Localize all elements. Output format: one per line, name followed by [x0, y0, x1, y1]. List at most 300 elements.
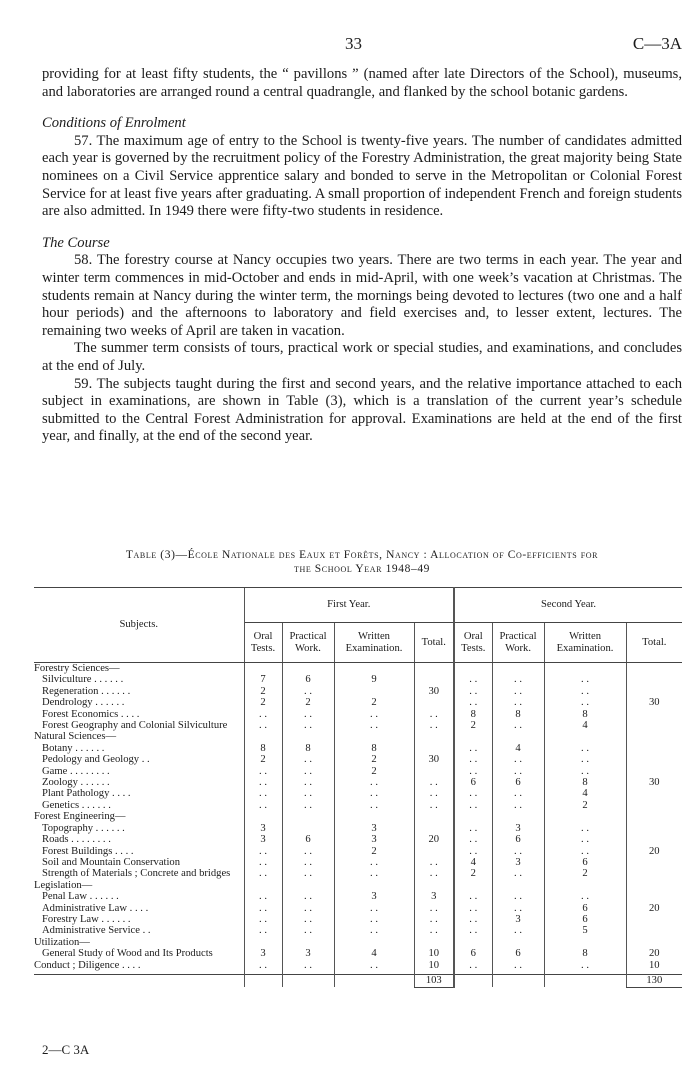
value-cell: . .: [334, 857, 414, 868]
value-cell: . .: [334, 914, 414, 925]
value-cell: 9: [334, 674, 414, 685]
subject-cell: Forestry Sciences—: [34, 663, 120, 674]
section-heading-course: The Course: [42, 234, 110, 251]
paragraph-59: 59. The subjects taught during the first and second years, and the relative importance attached to each subject in examinations, are shown in Table (3), which is a translation of the current year’s schedule submitted to the Central Forest Administration for approval. Examinations are held at the end of the first year, and finally, at the end of the second year.: [42, 375, 682, 445]
value-cell: . .: [454, 788, 492, 799]
value-cell: 4: [544, 788, 626, 799]
value-cell: 2: [334, 766, 414, 777]
value-cell: 3: [334, 891, 414, 902]
value-cell: 6: [492, 777, 544, 788]
value-cell: 8: [544, 709, 626, 720]
value-cell: 20: [626, 903, 682, 914]
value-cell: . .: [544, 960, 626, 971]
table-row: [34, 925, 682, 936]
value-cell: 4: [454, 857, 492, 868]
coefficient-table: [34, 587, 682, 988]
value-cell: 8: [492, 709, 544, 720]
value-cell: [544, 880, 626, 891]
table-row: [34, 811, 682, 822]
paragraph-58: 58. The forestry course at Nancy occupies two years. There are two terms in each year. The year and winter term commences in mid-October and ends in mid-April, with one week’s vacation at Christmas. The students remain at Nancy during the winter term, the mornings being devoted to lectures (two one and a half hour periods) and the afternoons to laboratory and field exercises and, to lesser extent, lectures. The remaining two weeks of April are taken in vacation.: [42, 252, 682, 339]
value-cell: 10: [414, 960, 454, 971]
col-oral-1: Oral Tests.: [244, 623, 282, 663]
value-cell: [626, 800, 682, 811]
value-cell: [626, 868, 682, 879]
value-cell: 8: [454, 709, 492, 720]
value-cell: 8: [544, 948, 626, 959]
value-cell: [626, 811, 682, 822]
value-cell: . .: [414, 925, 454, 936]
value-cell: [414, 811, 454, 822]
value-cell: 2: [454, 720, 492, 731]
value-cell: [626, 731, 682, 742]
table-row: [34, 960, 682, 971]
value-cell: . .: [334, 800, 414, 811]
value-cell: . .: [492, 720, 544, 731]
value-cell: 6: [544, 857, 626, 868]
value-cell: . .: [454, 743, 492, 754]
subject-cell: General Study of Wood and Its Products: [42, 948, 213, 960]
value-cell: . .: [454, 800, 492, 811]
value-cell: . .: [334, 720, 414, 731]
table-row: [34, 914, 682, 925]
value-cell: . .: [454, 846, 492, 857]
value-cell: 3: [334, 834, 414, 845]
value-cell: [282, 823, 334, 834]
value-cell: . .: [244, 960, 282, 971]
value-cell: [626, 857, 682, 868]
subject-cell: Genetics . . . . . .: [42, 799, 111, 811]
subject-cell: Roads . . . . . . . .: [42, 834, 111, 846]
value-cell: . .: [282, 846, 334, 857]
subject-cell: Strength of Materials ; Concrete and bridges: [42, 868, 231, 880]
value-cell: . .: [454, 766, 492, 777]
value-cell: . .: [244, 914, 282, 925]
intro-paragraph: providing for at least fifty students, the “ pavillons ” (named after late Directors of the School), museums, and laboratories are arranged round a central quadrangle, and flanked by the school botanic gardens.: [42, 66, 682, 100]
col-total-1: Total.: [414, 623, 454, 663]
value-cell: 6: [454, 948, 492, 959]
value-cell: . .: [282, 777, 334, 788]
value-cell: 30: [414, 754, 454, 765]
value-cell: [414, 823, 454, 834]
value-cell: . .: [244, 720, 282, 731]
value-cell: [244, 731, 282, 742]
subject-cell: Forestry Law . . . . . .: [42, 913, 131, 925]
value-cell: 20: [626, 846, 682, 857]
value-cell: 3: [244, 823, 282, 834]
value-cell: . .: [414, 857, 454, 868]
value-cell: . .: [492, 960, 544, 971]
value-cell: . .: [244, 788, 282, 799]
value-cell: 10: [626, 960, 682, 971]
subject-cell: Silviculture . . . . . .: [42, 674, 124, 686]
value-cell: . .: [544, 766, 626, 777]
value-cell: 8: [544, 777, 626, 788]
value-cell: [626, 891, 682, 902]
subject-cell: Zoology . . . . . .: [42, 777, 110, 789]
value-cell: . .: [454, 834, 492, 845]
value-cell: 3: [492, 914, 544, 925]
value-cell: . .: [454, 914, 492, 925]
value-cell: . .: [492, 766, 544, 777]
subject-cell: Game . . . . . . . .: [42, 765, 110, 777]
value-cell: 3: [334, 823, 414, 834]
table-row: [34, 720, 682, 731]
col-written-2: Written Examination.: [544, 623, 626, 663]
subject-cell: Legislation—: [34, 879, 93, 891]
value-cell: . .: [414, 788, 454, 799]
table-row: [34, 891, 682, 902]
value-cell: 6: [492, 834, 544, 845]
value-cell: . .: [334, 868, 414, 879]
value-cell: 7: [244, 674, 282, 685]
value-cell: [334, 731, 414, 742]
value-cell: [454, 880, 492, 891]
value-cell: [414, 663, 454, 675]
value-cell: . .: [244, 766, 282, 777]
table-row: [34, 697, 682, 708]
value-cell: . .: [454, 925, 492, 936]
subject-cell: Soil and Mountain Conservation: [42, 856, 181, 868]
value-cell: . .: [244, 925, 282, 936]
value-cell: . .: [244, 891, 282, 902]
col-total-2: Total.: [626, 623, 682, 663]
subject-cell: Dendrology . . . . . .: [42, 697, 125, 709]
subjects-header: Subjects.: [34, 588, 244, 663]
value-cell: . .: [244, 777, 282, 788]
value-cell: . .: [492, 868, 544, 879]
value-cell: . .: [492, 697, 544, 708]
value-cell: . .: [544, 674, 626, 685]
table-row: [34, 903, 682, 914]
col-written-1: Written Examination.: [334, 623, 414, 663]
value-cell: 2: [544, 868, 626, 879]
table-row: [34, 731, 682, 742]
value-cell: 6: [454, 777, 492, 788]
value-cell: [492, 937, 544, 948]
value-cell: . .: [492, 903, 544, 914]
value-cell: . .: [282, 903, 334, 914]
value-cell: . .: [244, 903, 282, 914]
subject-cell: Regeneration . . . . . .: [42, 685, 131, 697]
table-caption-line-1: Table (3)—École Nationale des Eaux et Forêts, Nancy : Allocation of Co-efficients for: [125, 549, 599, 561]
value-cell: [414, 743, 454, 754]
value-cell: . .: [282, 868, 334, 879]
table-row: [34, 823, 682, 834]
table-caption: [42, 548, 682, 576]
value-cell: 8: [334, 743, 414, 754]
value-cell: . .: [414, 720, 454, 731]
value-cell: . .: [454, 674, 492, 685]
value-cell: . .: [244, 868, 282, 879]
value-cell: [282, 663, 334, 675]
value-cell: . .: [334, 925, 414, 936]
subject-cell: Administrative Law . . . .: [42, 902, 149, 914]
value-cell: . .: [244, 709, 282, 720]
value-cell: 2: [244, 697, 282, 708]
value-cell: [334, 937, 414, 948]
value-cell: . .: [244, 846, 282, 857]
value-cell: [626, 663, 682, 675]
value-cell: . .: [544, 697, 626, 708]
value-cell: . .: [454, 903, 492, 914]
value-cell: [626, 743, 682, 754]
value-cell: 20: [414, 834, 454, 845]
page-header: [0, 34, 700, 56]
value-cell: 8: [282, 743, 334, 754]
value-cell: . .: [492, 925, 544, 936]
value-cell: . .: [454, 891, 492, 902]
value-cell: . .: [334, 777, 414, 788]
value-cell: [334, 880, 414, 891]
value-cell: . .: [282, 857, 334, 868]
value-cell: [282, 880, 334, 891]
value-cell: . .: [282, 754, 334, 765]
page-footer: 2—C 3A: [42, 1042, 90, 1057]
value-cell: [334, 811, 414, 822]
value-cell: 6: [492, 948, 544, 959]
value-cell: . .: [414, 709, 454, 720]
value-cell: [282, 937, 334, 948]
value-cell: 20: [626, 948, 682, 959]
value-cell: . .: [492, 686, 544, 697]
table-row: [34, 948, 682, 959]
value-cell: [454, 731, 492, 742]
value-cell: 6: [544, 903, 626, 914]
value-cell: . .: [282, 925, 334, 936]
value-cell: [414, 697, 454, 708]
subject-cell: Topography . . . . . .: [42, 822, 125, 834]
subject-cell: Botany . . . . . .: [42, 742, 105, 754]
value-cell: 4: [544, 720, 626, 731]
table-row: [34, 754, 682, 765]
value-cell: . .: [334, 903, 414, 914]
value-cell: . .: [492, 754, 544, 765]
value-cell: 3: [414, 891, 454, 902]
value-cell: [626, 686, 682, 697]
value-cell: . .: [544, 754, 626, 765]
value-cell: . .: [492, 800, 544, 811]
value-cell: [414, 731, 454, 742]
table-row: [34, 709, 682, 720]
value-cell: [282, 811, 334, 822]
value-cell: . .: [282, 720, 334, 731]
value-cell: . .: [492, 846, 544, 857]
second-year-header: Second Year.: [454, 588, 682, 623]
value-cell: [454, 663, 492, 675]
value-cell: . .: [454, 823, 492, 834]
value-cell: 2: [244, 686, 282, 697]
value-cell: . .: [544, 891, 626, 902]
table-row: [34, 800, 682, 811]
value-cell: . .: [454, 697, 492, 708]
value-cell: [626, 937, 682, 948]
value-cell: [626, 709, 682, 720]
value-cell: [626, 914, 682, 925]
table-row: [34, 868, 682, 879]
value-cell: . .: [282, 800, 334, 811]
col-oral-2: Oral Tests.: [454, 623, 492, 663]
value-cell: [454, 811, 492, 822]
value-cell: [414, 766, 454, 777]
value-cell: 6: [282, 834, 334, 845]
value-cell: [492, 731, 544, 742]
col-practical-1: Practical Work.: [282, 623, 334, 663]
value-cell: [414, 880, 454, 891]
table-row: [34, 937, 682, 948]
value-cell: . .: [544, 823, 626, 834]
value-cell: . .: [454, 960, 492, 971]
subject-cell: Forest Geography and Colonial Silviculture: [42, 720, 228, 732]
value-cell: . .: [282, 766, 334, 777]
value-cell: [414, 674, 454, 685]
value-cell: [626, 674, 682, 685]
subject-cell: Natural Sciences—: [34, 731, 117, 743]
value-cell: [282, 731, 334, 742]
subject-cell: Conduct ; Diligence . . . .: [34, 959, 141, 971]
value-cell: [334, 663, 414, 675]
value-cell: . .: [334, 788, 414, 799]
value-cell: . .: [544, 686, 626, 697]
grand-total-second-year: 130: [626, 975, 682, 987]
subject-cell: Utilization—: [34, 936, 90, 948]
subject-cell: Penal Law . . . . . .: [42, 891, 119, 903]
document-reference: C—3A: [632, 34, 682, 53]
value-cell: . .: [454, 686, 492, 697]
table-row: [34, 857, 682, 868]
value-cell: 8: [244, 743, 282, 754]
table-row: [34, 674, 682, 685]
value-cell: [626, 823, 682, 834]
value-cell: . .: [414, 914, 454, 925]
table-row: [34, 663, 682, 675]
value-cell: 3: [492, 823, 544, 834]
value-cell: 2: [244, 754, 282, 765]
value-cell: 2: [282, 697, 334, 708]
subject-cell: Forest Economics . . . .: [42, 708, 140, 720]
value-cell: [626, 766, 682, 777]
value-cell: . .: [244, 800, 282, 811]
value-cell: 6: [282, 674, 334, 685]
value-cell: [244, 663, 282, 675]
value-cell: . .: [414, 777, 454, 788]
value-cell: [244, 937, 282, 948]
value-cell: [244, 880, 282, 891]
value-cell: 30: [626, 697, 682, 708]
value-cell: [334, 686, 414, 697]
value-cell: 2: [334, 697, 414, 708]
value-cell: 3: [282, 948, 334, 959]
table-caption-line-2: the School Year 1948–49: [293, 563, 431, 575]
value-cell: [544, 731, 626, 742]
value-cell: [626, 880, 682, 891]
value-cell: . .: [282, 709, 334, 720]
value-cell: 5: [544, 925, 626, 936]
value-cell: . .: [334, 709, 414, 720]
value-cell: [492, 880, 544, 891]
subject-cell: Administrative Service . .: [42, 925, 151, 937]
value-cell: . .: [414, 800, 454, 811]
paragraph-57: 57. The maximum age of entry to the School is twenty-five years. The number of candidates admitted each year is governed by the recruitment policy of the Forestry Administration, the great majority being State nominees on a Civil Service apprentice salary and bonded to serve in the Metropolitan or Colonial Forest Service for at least five years after graduating. A small proportion of independent French and foreign students are also admitted. In 1949 there were fifty-two students in residence.: [42, 132, 682, 220]
paragraph-58b: The summer term consists of tours, practical work or special studies, and examinations, and concludes at the end of July.: [42, 340, 682, 374]
table-row: [34, 834, 682, 845]
subject-cell: Pedology and Geology . .: [42, 754, 150, 766]
value-cell: . .: [454, 754, 492, 765]
value-cell: . .: [544, 834, 626, 845]
value-cell: . .: [414, 903, 454, 914]
table-body: [34, 663, 682, 975]
value-cell: [626, 925, 682, 936]
value-cell: [626, 754, 682, 765]
table-row: [34, 846, 682, 857]
value-cell: [454, 937, 492, 948]
value-cell: . .: [334, 960, 414, 971]
value-cell: 2: [454, 868, 492, 879]
subject-cell: Forest Buildings . . . .: [42, 845, 134, 857]
value-cell: 4: [492, 743, 544, 754]
value-cell: . .: [492, 891, 544, 902]
col-practical-2: Practical Work.: [492, 623, 544, 663]
table-row: [34, 686, 682, 697]
value-cell: [492, 663, 544, 675]
value-cell: 3: [244, 948, 282, 959]
value-cell: 2: [544, 800, 626, 811]
value-cell: . .: [282, 686, 334, 697]
first-year-header: First Year.: [244, 588, 454, 623]
table-row: [34, 743, 682, 754]
value-cell: . .: [544, 743, 626, 754]
value-cell: 30: [626, 777, 682, 788]
grand-total-first-year: 103: [414, 975, 454, 987]
value-cell: [492, 811, 544, 822]
value-cell: . .: [492, 674, 544, 685]
value-cell: 6: [544, 914, 626, 925]
table-row: [34, 788, 682, 799]
value-cell: 3: [244, 834, 282, 845]
value-cell: [626, 834, 682, 845]
value-cell: [626, 788, 682, 799]
section-heading-enrolment: Conditions of Enrolment: [42, 115, 186, 132]
value-cell: . .: [244, 857, 282, 868]
value-cell: . .: [492, 788, 544, 799]
value-cell: . .: [282, 891, 334, 902]
subject-cell: Forest Engineering—: [34, 811, 126, 823]
value-cell: 2: [334, 846, 414, 857]
value-cell: [414, 846, 454, 857]
page-number: 33: [345, 34, 362, 53]
subject-cell: Plant Pathology . . . .: [42, 788, 131, 800]
value-cell: 10: [414, 948, 454, 959]
value-cell: . .: [282, 788, 334, 799]
value-cell: . .: [544, 846, 626, 857]
value-cell: . .: [282, 914, 334, 925]
value-cell: [414, 937, 454, 948]
value-cell: 30: [414, 686, 454, 697]
value-cell: [626, 720, 682, 731]
value-cell: [544, 663, 626, 675]
table-row: [34, 777, 682, 788]
value-cell: 3: [492, 857, 544, 868]
table-row: [34, 880, 682, 891]
value-cell: . .: [282, 960, 334, 971]
body-text: [42, 66, 682, 446]
value-cell: [544, 811, 626, 822]
value-cell: . .: [414, 868, 454, 879]
value-cell: [544, 937, 626, 948]
value-cell: [244, 811, 282, 822]
value-cell: 2: [334, 754, 414, 765]
table-row: [34, 766, 682, 777]
value-cell: 4: [334, 948, 414, 959]
